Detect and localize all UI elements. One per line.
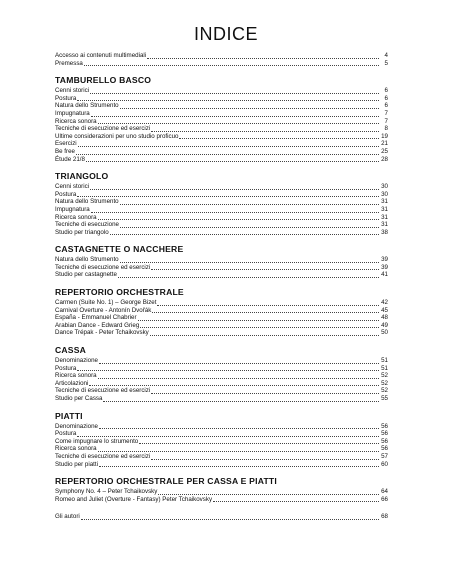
toc-entry-label: Impugnatura <box>55 109 90 117</box>
toc-entry-label: Natura dello Strumento <box>55 256 119 264</box>
toc-entry-page: 66 <box>381 495 388 503</box>
toc-entry-label: Natura dello Strumento <box>55 198 119 206</box>
toc-entry-page: 7 <box>384 109 388 117</box>
toc-entry-label: Gli autori <box>55 513 80 521</box>
toc-entry[interactable] <box>55 87 388 95</box>
dot-leader <box>81 518 379 520</box>
dot-leader <box>77 369 379 371</box>
section-heading: CASTAGNETTE O NACCHERE <box>55 244 184 255</box>
section-heading: CASSA <box>55 345 87 356</box>
dot-leader <box>151 130 379 132</box>
toc-entry-page: 56 <box>381 445 388 453</box>
toc-entry-label: Premessa <box>55 59 83 67</box>
toc-entry-label: Symphony No. 4 – Peter Tchaikovsky <box>55 488 158 496</box>
toc-entry-label: Studio per triangolo <box>55 228 109 236</box>
dot-leader <box>157 304 379 306</box>
toc-entry[interactable] <box>55 95 388 103</box>
toc-entry-label: Studio per Cassa <box>55 395 103 402</box>
toc-entry[interactable] <box>55 438 388 446</box>
toc-entry-page: 51 <box>381 364 388 372</box>
toc-entry-label: Ricerca sonora <box>55 213 97 221</box>
toc-entry[interactable] <box>55 496 388 504</box>
toc-entry-label: Arabian Dance - Edward Grieg <box>55 321 140 329</box>
toc-entry[interactable] <box>55 229 388 237</box>
dot-leader <box>120 107 379 109</box>
toc-entry[interactable] <box>55 198 388 206</box>
toc-entry-page: 25 <box>381 147 388 155</box>
toc-entry-label: Accesso ai contenuti multimediali <box>55 52 147 59</box>
toc-entry-page: 6 <box>384 94 388 102</box>
toc-entry-page: 56 <box>381 430 388 438</box>
toc-entry-label: Cenni storici <box>55 183 90 191</box>
toc-entry-label: Cenni storici <box>55 87 90 95</box>
toc-entry-label: Dance Trépak - Peter Tchaikovsky <box>55 329 149 337</box>
dot-leader <box>120 203 379 205</box>
toc-entry[interactable] <box>55 365 388 373</box>
toc-entry[interactable] <box>55 372 388 380</box>
toc-entry-label: Esercizi <box>55 140 77 148</box>
toc-entry-page: 52 <box>381 387 388 395</box>
toc-entry-page: 31 <box>381 213 388 221</box>
toc-entry[interactable] <box>55 513 388 521</box>
toc-entry[interactable] <box>55 461 388 469</box>
dot-leader <box>76 153 379 155</box>
toc-entry-page: 41 <box>381 271 388 279</box>
toc-entry-page: 5 <box>384 59 388 67</box>
toc-entry[interactable] <box>55 423 388 431</box>
toc-entry-label: Postura <box>55 364 77 372</box>
toc-entry[interactable] <box>55 256 388 264</box>
toc-entry-label: Come impugnare lo strumento <box>55 437 139 445</box>
toc-entry-page: 51 <box>381 357 388 365</box>
toc-entry[interactable] <box>55 430 388 438</box>
dot-leader <box>77 195 379 197</box>
toc-entry-page: 21 <box>381 140 388 148</box>
toc-entry-label: Impugnatura <box>55 205 90 213</box>
toc-entry-page: 45 <box>381 306 388 314</box>
dot-leader <box>91 115 379 117</box>
toc-entry[interactable] <box>55 148 388 156</box>
toc-entry[interactable] <box>55 314 388 322</box>
toc-entry[interactable] <box>55 322 388 330</box>
toc-entry-page: 8 <box>384 125 388 133</box>
toc-entry-page: 38 <box>381 228 388 236</box>
toc-entry[interactable] <box>55 329 388 337</box>
toc-entry-label: Studio per castagnette <box>55 271 117 279</box>
section-heading: TRIANGOLO <box>55 171 109 182</box>
toc-entry[interactable] <box>55 307 388 315</box>
dot-leader <box>138 319 379 321</box>
toc-entry-page: 31 <box>381 221 388 229</box>
toc-entry-page: 48 <box>381 314 388 322</box>
toc-entry-label: Tecniche di esecuzione ed esercizi <box>55 263 151 271</box>
toc-entry[interactable] <box>55 488 388 496</box>
toc-entry-label: Ricerca sonora <box>55 372 97 380</box>
toc-section <box>55 345 388 403</box>
section-heading: REPERTORIO ORCHESTRALE <box>55 287 184 298</box>
toc-entry-page: 39 <box>381 256 388 264</box>
toc-section <box>55 411 388 469</box>
dot-leader <box>86 160 379 162</box>
dot-leader <box>103 400 379 402</box>
toc-entry-label: Denominazione <box>55 357 98 365</box>
toc-section <box>55 244 388 279</box>
toc-entry-page: 28 <box>381 155 388 163</box>
toc-entry-label: Postura <box>55 190 77 198</box>
dot-leader <box>99 465 379 467</box>
toc-entry[interactable] <box>55 110 388 118</box>
dot-leader <box>98 450 379 452</box>
dot-leader <box>179 137 379 139</box>
dot-leader <box>89 384 379 386</box>
dot-leader <box>151 392 379 394</box>
toc-entry-label: Natura dello Strumento <box>55 102 119 110</box>
toc-entry-page: 60 <box>381 460 388 468</box>
toc-entry-label: Ricerca sonora <box>55 445 97 453</box>
toc-section <box>55 171 388 236</box>
toc-entry-page: 39 <box>381 263 388 271</box>
toc-entry[interactable] <box>55 183 388 191</box>
dot-leader <box>120 226 379 228</box>
toc-entry-label: Denominazione <box>55 422 98 430</box>
dot-leader <box>213 500 379 502</box>
toc-entry[interactable] <box>55 445 388 453</box>
dot-leader <box>147 57 379 59</box>
toc-entry-page: 56 <box>381 437 388 445</box>
toc-entry[interactable] <box>55 395 388 403</box>
dot-leader <box>77 99 379 101</box>
dot-leader <box>151 268 379 270</box>
toc-entry[interactable] <box>55 140 388 148</box>
dot-leader <box>152 311 379 313</box>
toc-entry-label: Romeo and Juliet (Overture - Fantasy) Peter Tchaikovsky <box>55 495 213 503</box>
toc-entry[interactable] <box>55 206 388 214</box>
toc-entry[interactable] <box>55 357 388 365</box>
toc-entry[interactable] <box>55 221 388 229</box>
dot-leader <box>90 188 379 190</box>
dot-leader <box>110 233 379 235</box>
section-heading: TAMBURELLO BASCO <box>55 75 152 86</box>
dot-leader <box>151 458 379 460</box>
dot-leader <box>139 442 379 444</box>
toc-entry-label: Tecniche di esecuzione <box>55 221 119 229</box>
dot-leader <box>98 218 379 220</box>
dot-leader <box>77 435 379 437</box>
section-heading: PIATTI <box>55 410 83 421</box>
toc-entry[interactable] <box>55 102 388 110</box>
dot-leader <box>120 261 379 263</box>
dot-leader <box>99 362 379 364</box>
toc-section <box>55 287 388 337</box>
toc-entry-label: Studio per piatti <box>55 460 98 468</box>
toc-entry-label: Carnival Overture - Antonín Dvořák <box>55 306 152 314</box>
toc-entry-page: 68 <box>381 513 388 521</box>
toc-entry-page: 30 <box>381 190 388 198</box>
toc-entry-page: 56 <box>381 422 388 430</box>
toc-entry-page: 31 <box>381 205 388 213</box>
toc-intro <box>55 52 388 67</box>
page-title: INDICE <box>193 24 258 44</box>
toc-entry-page: 52 <box>381 379 388 387</box>
toc-entry-page: 52 <box>381 372 388 380</box>
toc-entry-page: 42 <box>381 299 388 307</box>
toc-entry-page: 19 <box>381 132 388 140</box>
toc-entry-page: 30 <box>381 183 388 191</box>
toc-entry-page: 64 <box>381 488 388 496</box>
dot-leader <box>99 427 379 429</box>
toc-entry-page: 4 <box>384 52 388 59</box>
toc-entry-page: 50 <box>381 329 388 337</box>
toc-entry-page: 31 <box>381 198 388 206</box>
dot-leader <box>98 122 379 124</box>
toc-entry-page: 6 <box>384 87 388 95</box>
toc-entry-label: Ultime considerazioni per uno studio proficuo <box>55 132 179 140</box>
dot-leader <box>90 92 379 94</box>
toc-entry-label: Tecniche di esecuzione ed esercizi <box>55 125 151 133</box>
toc-entry[interactable] <box>55 264 388 272</box>
toc-section <box>55 476 388 503</box>
toc-entry[interactable] <box>55 387 388 395</box>
toc-entry[interactable] <box>55 156 388 164</box>
dot-leader <box>118 276 379 278</box>
toc-entry-label: Ricerca sonora <box>55 117 97 125</box>
dot-leader <box>158 493 379 495</box>
toc-section <box>55 75 388 163</box>
dot-leader <box>91 211 379 213</box>
toc-entry[interactable] <box>55 380 388 388</box>
toc-entry-label: Tecniche di esecuzione ed esercizi <box>55 387 151 395</box>
toc-entry-label: Postura <box>55 430 77 438</box>
table-of-contents <box>55 52 388 521</box>
toc-entry-page: 6 <box>384 102 388 110</box>
section-heading: REPERTORIO ORCHESTRALE PER CASSA E PIATTI <box>55 476 277 487</box>
toc-entry[interactable] <box>55 133 388 141</box>
dot-leader <box>140 326 379 328</box>
toc-entry[interactable] <box>55 60 388 68</box>
toc-outro <box>55 513 388 521</box>
toc-entry[interactable] <box>55 191 388 199</box>
dot-leader <box>98 377 379 379</box>
dot-leader <box>78 145 379 147</box>
toc-entry-page: 57 <box>381 452 388 460</box>
dot-leader <box>150 334 379 336</box>
toc-entry-label: Tecniche di esecuzione ed esercizi <box>55 452 151 460</box>
toc-entry[interactable] <box>55 299 388 307</box>
toc-entry[interactable] <box>55 125 388 133</box>
toc-entry[interactable] <box>55 118 388 126</box>
toc-entry[interactable] <box>55 52 388 60</box>
toc-entry-label: Be free <box>55 147 75 155</box>
toc-entry-page: 7 <box>384 117 388 125</box>
toc-entry[interactable] <box>55 214 388 222</box>
toc-entry-label: Articolazioni <box>55 379 89 387</box>
toc-entry-label: Étude 21/8 <box>55 155 85 163</box>
toc-entry[interactable] <box>55 271 388 279</box>
toc-entry-page: 55 <box>381 395 388 402</box>
toc-entry-label: Carmen (Suite No. 1) – George Bizet <box>55 299 157 307</box>
dot-leader <box>84 64 379 66</box>
toc-entry-page: 49 <box>381 321 388 329</box>
toc-entry-label: Postura <box>55 94 77 102</box>
toc-entry-label: España - Emmanuel Chabrier <box>55 314 137 322</box>
toc-entry[interactable] <box>55 453 388 461</box>
